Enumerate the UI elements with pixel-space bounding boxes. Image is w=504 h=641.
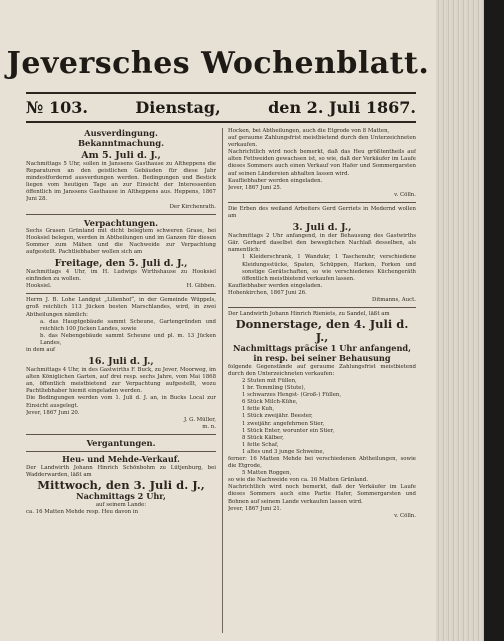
list-item: a. das Hauptgebäude sammt Scheune, Gartengründen und reichlich 100 Jücken Landes, sowie xyxy=(40,318,216,332)
list-item: 1 fette Kuh, xyxy=(242,406,275,413)
date-heading: Donnerstage, den 4. Juli d. J., xyxy=(235,317,409,345)
notice-signature: m. n. xyxy=(202,423,216,430)
notice-text: Kaufliebhaber werden eingeladen. xyxy=(228,177,323,184)
masthead-rule-top xyxy=(26,92,416,94)
list-item: 6 Stück Milch-Kühe, xyxy=(242,399,298,406)
notice-text: Nachmittags 2 Uhr anfangend, in der Behausung des Gastwirths Gär. Gerhard daselbst den beweglichen Nachlaß desselben, als namentlich: xyxy=(228,233,416,254)
issue-date: den 2. Juli 1867. xyxy=(268,98,416,117)
list-item: 8 Stück Kälber, xyxy=(242,434,284,441)
masthead-title: Jeversches Wochenblatt. xyxy=(6,46,430,81)
heading-verpachtungen: Verpachtungen. xyxy=(83,217,159,228)
notice-text: so wie die Nachweide von ca. 16 Matten Grünland. xyxy=(228,477,368,484)
notice-text: Kaufliebhaber werden eingeladen. xyxy=(228,282,323,289)
item-list xyxy=(228,378,416,456)
background xyxy=(484,0,504,641)
notice-date: Jever, 1867 Juni 21. xyxy=(228,505,282,512)
time-heading: Nachmittags 2 Uhr, xyxy=(76,490,166,501)
notice-text: Nachrichtlich wird noch bemerkt, daß der Verkäufer im Laufe dieses Sommers auch eine Partie Hafer, Sommergarsten und Bohnen auf seinem Lande verkaufen lassen wird. xyxy=(228,484,416,505)
notice-text: ca. 16 Matten Mehde resp. Heu davon in xyxy=(26,508,139,515)
list-item: 1 schwarzes Hengst- (Groß-) Füllen, xyxy=(242,392,342,399)
page-edge xyxy=(436,0,484,641)
heading-heu-verkauf: Heu- und Mehde-Verkauf. xyxy=(62,453,180,464)
notice-text: 1 Kleiderschrank, 1 Wandukr, 1 Taschenuhr, verschiedene Kleidungsstücke, Spaten, Schüppen, Harken, Forken und sonstige Gerätschaften, so wie verschiedenes Küchengeräth öffentlich meistbietend verkaufen lassen. xyxy=(242,254,416,282)
notice-date: Jever, 1867 Juni 20. xyxy=(26,409,80,416)
date-heading: 3. Juli d. J., xyxy=(292,222,352,234)
list-item: b. das Nebengebäude sammt Scheune und pl. m. 13 Jücken Landes, xyxy=(40,332,216,346)
notice-text: ferner: 16 Matten Mehde bei verschiedenen Abtheilungen, sowie die Etgrode, xyxy=(228,455,416,470)
notice-text: Sechs Grasen Grünland mit dicht belegtem schweren Grase, bei Hooksiel belegen, werden in Abtheilungen und im Ganzen für diesen Sommer zum Mähen und die Nachweide zur Verpachtung aufgestellt. Pachtliebhaber wollen sich am xyxy=(26,227,216,255)
date-heading: 16. Juli d. J., xyxy=(88,356,154,368)
notice-signature: Ditmanns, Auct. xyxy=(372,296,416,303)
notice-signature: v. Cölln. xyxy=(394,512,416,519)
notice-text: Der Landwirth Johann Hinrich Schönbohm zu Lütjenburg, bei Wadderwarden, läßt am xyxy=(26,464,216,478)
divider xyxy=(228,307,416,308)
notice-text: Nachmittags 4 Uhr, im H. Ludwigs Wirthshause zu Hooksiel einfinden zu wollen. xyxy=(26,269,216,283)
notice-text: 5 Matten Roggen, xyxy=(242,470,292,477)
notice-text: Nachmittags 4 Uhr, in des Gastwirths F. Buck, zu Jever, Moorweg, im alten Königlichen Garten, auf drei resp. sechs Jahre, vom Mai 1868 an, öffentlich meistbietend zur Verpachtung aufgestellt, wozu Pachtliebhaber hiemit eingeladen werden. xyxy=(26,367,216,395)
heading-ausverdingung: Ausverdingung. xyxy=(84,128,158,138)
notice-text: Nachmittags 5 Uhr, sollen in Janssens Gasthause zu Altheppens die Reparaturen an den geistlichen Gebäuden für diese Jahr mindestfordernd ausverdungen werden. Bedingungen und Bestick liegen vom heutigen Tage an zur Einsicht der Interessenten öffentlich im Janssens Gasthause in Altheppens aus. Heppens, 1867 Juni 28. xyxy=(26,161,216,203)
left-column xyxy=(26,128,216,638)
notice-text: Herrn J. B. Lohe Landgut „Lilienhof“, in der Gemeinde Wüppels, groß reichlich 113 Jücken besten Marschlandes, wird, in zwei Abtheilungen nämlich: xyxy=(26,297,216,318)
list-item: 1 altes und 3 junge Schweine, xyxy=(242,448,325,455)
divider xyxy=(26,293,216,294)
notice-text: auf geraume Zahlungsfrist meistbietend durch den Unterzeichneten verkaufen. xyxy=(228,135,416,149)
date-heading: Freitage, den 5. Juli d. J., xyxy=(54,258,188,270)
list-item: 1 Stück Enter, worunter ein Stier, xyxy=(242,427,335,434)
list-item: 1 Stück zweijähr. Beester, xyxy=(242,413,313,420)
heading-bekanntmachung: Bekanntmachung. xyxy=(77,138,165,148)
heading-vergantungen: Vergantungen. xyxy=(86,437,156,448)
date-heading: Am 5. Juli d. J., xyxy=(81,150,161,161)
issue-number: № 103. xyxy=(26,98,88,117)
divider xyxy=(26,214,216,215)
divider xyxy=(228,202,416,203)
divider xyxy=(26,451,216,452)
masthead-rule-bottom xyxy=(26,121,416,123)
notice-signature: H. Gibben. xyxy=(186,283,216,290)
notice-date: Hohenkirchen, 1867 Juni 26. xyxy=(228,289,307,296)
notice-signature: J. G. Müller, xyxy=(183,416,216,423)
notice-date: Jever, 1867 Juni 25. xyxy=(228,184,282,191)
notice-signature-line xyxy=(26,283,216,290)
time-heading: Nachmittags präcise 1 Uhr anfangend, in resp. bei seiner Behausung xyxy=(233,343,411,363)
notice-text: Nachrichtlich wird noch bemerkt, daß das Heu größtentheils auf alten Fettweiden gewachsen ist, so wie, daß der Verkäufer im Laufe dieses Sommers auch einen Verkauf von Hafer und Sommergarsten auf seinen Ländereien abhalten lassen wird. xyxy=(228,149,416,177)
issue-line xyxy=(26,98,416,117)
list-item: 1 br. Temmling (Stute), xyxy=(242,385,306,392)
notice-signature: v. Cölln. xyxy=(394,191,416,198)
list-item: 2 Stuten mit Füllen, xyxy=(242,377,297,384)
notice-place: Hooksiel. xyxy=(26,283,52,290)
date-heading: Mittwoch, den 3. Juli d. J., xyxy=(37,477,205,492)
notice-text: Der Landwirth Johann Hinrich Rieniets, zu Sandel, läßt am xyxy=(228,311,390,318)
column-separator xyxy=(222,128,223,633)
list-item: 1 fette Schaf, xyxy=(242,441,279,448)
divider xyxy=(26,434,216,435)
list-item: 1 zweijähr. angefehrnen Stier, xyxy=(242,420,325,427)
notice-text: Hocken, bei Abtheilungen, auch die Etgrode von 8 Matten, xyxy=(228,128,390,134)
notice-text: folgende Gegenstände auf geraume Zahlungsfrist meistbietend durch den Unterzeichneten verkaufen: xyxy=(228,363,416,377)
notice-text: Die Bedingungen werden vom 1. Juli d. J. an, in Bucks Local zur Einsicht ausgelegt. xyxy=(26,395,216,409)
notice-signature: Der Kirchenrath. xyxy=(169,203,216,210)
notice-text: in dem auf xyxy=(26,346,56,353)
right-column xyxy=(228,128,416,638)
notice-text: auf seinem Lande: xyxy=(95,501,147,508)
notice-text: Die Erben des weiland Arbeiters Gerd Gerriets in Medernd wollen am xyxy=(228,205,416,220)
issue-weekday: Dienstag, xyxy=(135,98,221,117)
